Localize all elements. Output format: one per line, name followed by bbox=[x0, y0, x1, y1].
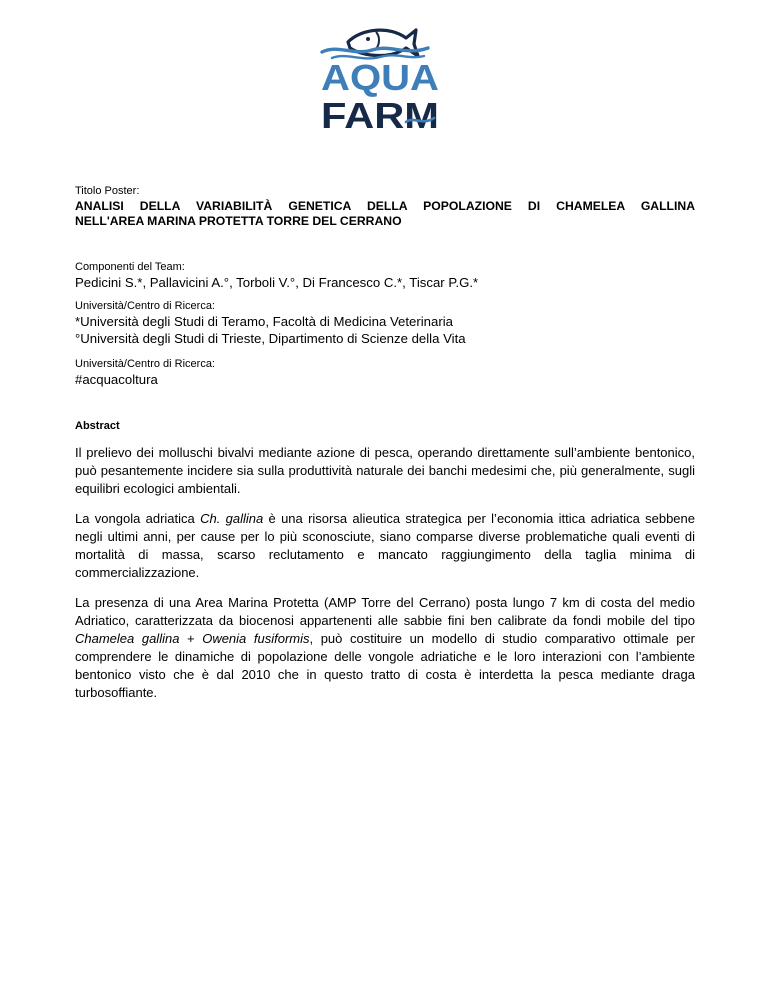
poster-title bbox=[75, 199, 695, 229]
university-line2: °Università degli Studi di Trieste, Dipartimento di Scienze della Vita bbox=[75, 331, 466, 346]
team-members: Pedicini S.*, Pallavicini A.°, Torboli V.°, Di Francesco C.*, Tiscar P.G.* bbox=[75, 275, 479, 290]
abstract-paragraph-2 bbox=[75, 510, 695, 582]
logo-line1: AQUA bbox=[321, 57, 439, 98]
logo-line2: FARM bbox=[321, 95, 439, 134]
p2-text-before: La vongola adriatica bbox=[75, 511, 201, 526]
p3-species-2: Owenia fusiformis bbox=[202, 631, 310, 646]
p3-text-2: + bbox=[179, 631, 203, 646]
p3-text-3: , può costituire un modello di studio comparativo ottimale per comprendere le dinamiche di popolazione delle vongole adriatiche e le loro interazioni con l’ambiente bentonico visto che è dal 2010 che in questo tratto di costa è interdetta la pesca mediante draga turbosoffiante. bbox=[75, 631, 695, 700]
fish-icon bbox=[310, 22, 450, 134]
team-section bbox=[75, 261, 695, 291]
p3-species-1: Chamelea gallina bbox=[75, 631, 180, 646]
p3-text-1: La presenza di una Area Marina Protetta (AMP Torre del Cerrano) posta lungo 7 km di costa del medio Adriatico, caratterizzata da biocenosi appartenenti alle sabbie fini ben calibrate da fondi mobile del tipo bbox=[75, 595, 695, 628]
team-label: Componenti del Team: bbox=[75, 261, 185, 273]
hashtag-section bbox=[75, 358, 695, 388]
university-label: Università/Centro di Ricerca: bbox=[75, 300, 215, 312]
p2-species-italic: Ch. gallina bbox=[200, 511, 264, 526]
university-section bbox=[75, 300, 695, 347]
abstract-heading: Abstract bbox=[75, 420, 120, 432]
hashtag-label: Università/Centro di Ricerca: bbox=[75, 358, 215, 370]
abstract-paragraph-3 bbox=[75, 594, 695, 702]
title-label: Titolo Poster: bbox=[75, 185, 140, 197]
abstract-paragraph-1: Il prelievo dei molluschi bivalvi mediante azione di pesca, operando direttamente sull’ambiente bentonico, può pesantemente incidere sia sulla produttività naturale dei banchi medesimi che, più generalmente, sugli equilibri ecologici ambientali. bbox=[75, 445, 695, 496]
poster-content bbox=[75, 185, 695, 702]
aquafarm-logo bbox=[310, 22, 450, 134]
poster-title-line2: NELL'AREA MARINA PROTETTA TORRE DEL CERRANO bbox=[75, 214, 402, 228]
hashtag-value: #acquacoltura bbox=[75, 372, 158, 387]
university-line1: *Università degli Studi di Teramo, Facoltà di Medicina Veterinaria bbox=[75, 314, 453, 329]
p2-text-after: è una risorsa alieutica strategica per l’economia ittica adriatica sebbene negli ultimi anni, per cause per lo più sconosciute, siano comparse diverse problematiche quali eventi di mortalità di massa, scarso reclutamento e mancato raggiungimento della taglia minima di commercializzazione. bbox=[75, 511, 695, 580]
poster-title-line1: ANALISI DELLA VARIABILITÀ GENETICA DELLA POPOLAZIONE DI CHAMELEA GALLINA bbox=[75, 199, 695, 213]
